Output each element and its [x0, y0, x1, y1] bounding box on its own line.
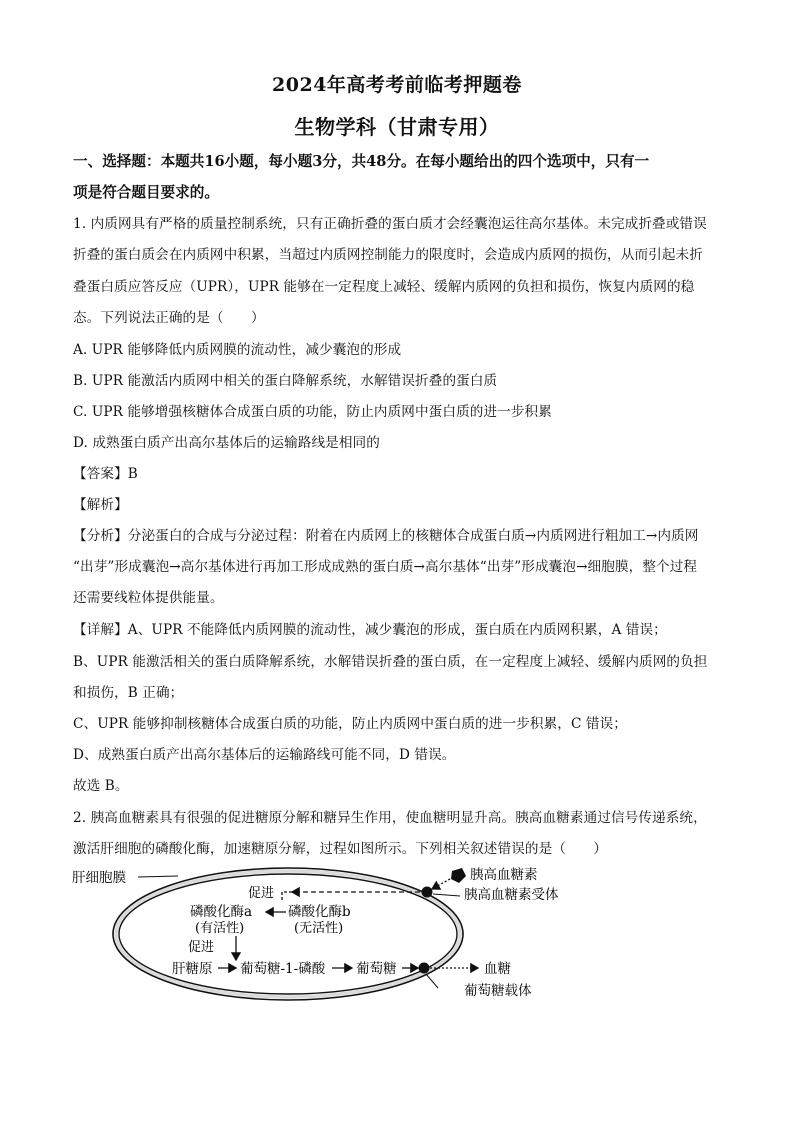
q2-stem-line: 激活肝细胞的磷酸化酶，加速糖原分解，过程如图所示。下列相关叙述错误的是（ ） [73, 841, 608, 857]
glycogen-label: 肝糖原 [172, 961, 213, 977]
cell-membrane-outer [113, 868, 463, 1000]
q1-analysis-label: 【解析】 [73, 497, 128, 513]
membrane-label: 肝细胞膜 [72, 870, 126, 886]
section-heading-line: 一、选择题：本题共16小题，每小题3分，共48分。在每小题给出的四个选项中，只有一 [73, 153, 650, 170]
q1-analysis-line: “出芽”形成囊泡→高尔基体进行再加工形成成熟的蛋白质→高尔基体“出芽”形成囊泡→细胞膜，整个过程 [73, 559, 698, 575]
q1-analysis-line: 故选 B。 [73, 778, 129, 794]
q1-option-d: D. 成熟蛋白质产出高尔基体后的运输路线是相同的 [73, 435, 380, 451]
q1-analysis-line: 还需要线粒体提供能量。 [73, 590, 224, 606]
blood-glucose-label: 血糖 [484, 961, 511, 977]
glucagon-icon [451, 868, 466, 883]
enzyme-a-label: 磷酸化酶a [190, 904, 253, 920]
q1-analysis-line: D、成熟蛋白质产出高尔基体后的运输路线可能不同，D 错误。 [73, 747, 456, 763]
page-title: 2024年高考考前临考押题卷 [272, 74, 522, 96]
q1-analysis-line: B、UPR 能激活相关的蛋白质降解系统，水解错误折叠的蛋白质，在一定程度上减轻、缓解内质网的负担 [73, 654, 708, 670]
receptor-pointer [433, 894, 460, 896]
promote-label-2: 促进 [188, 940, 215, 955]
q1-stem-line: 叠蛋白质应答反应（UPR），UPR 能够在一定程度上减轻、缓解内质网的负担和损伤，恢复内质网的稳 [73, 279, 695, 295]
q1-answer: 【答案】B [73, 466, 138, 482]
glycogenolysis-diagram [60, 862, 580, 1012]
receptor-icon [422, 887, 433, 898]
section-heading [73, 146, 723, 208]
q1-analysis-line: C、UPR 能够抑制核糖体合成蛋白质的功能，防止内质网中蛋白质的进一步积累，C 错误； [73, 716, 627, 732]
glucagon-arrow [432, 879, 450, 889]
cell-membrane-band [116, 871, 460, 997]
glucose-label: 葡萄糖 [356, 961, 397, 977]
transporter-label: 葡萄糖载体 [464, 983, 532, 999]
g1p-label: 葡萄糖-1-磷酸 [240, 961, 326, 977]
q1-option-a: A. UPR 能够降低内质网膜的流动性，减少囊泡的形成 [73, 342, 402, 358]
membrane-pointer [138, 876, 178, 877]
q1-stem-line: 态。下列说法正确的是（ ） [73, 310, 265, 326]
enzyme-a-state: (有活性) [195, 921, 245, 936]
section-heading-line: 项是符合题目要求的。 [73, 184, 219, 201]
q1-analysis-line: 【详解】A、UPR 不能降低内质网膜的流动性，减少囊泡的形成，蛋白质在内质网积累，A 错误； [73, 622, 667, 638]
transporter-pointer [426, 974, 438, 988]
q1-stem-line: 1. 内质网具有严格的质量控制系统，只有正确折叠的蛋白质才会经囊泡运往高尔基体。未完成折叠或错误 [73, 216, 707, 232]
q1-option-c: C. UPR 能够增强核糖体合成蛋白质的功能，防止内质网中蛋白质的进一步积累 [73, 404, 552, 420]
page-subtitle: 生物学科（甘肃专用） [294, 115, 500, 139]
enzyme-b-label: 磷酸化酶b [288, 904, 351, 920]
q1-stem-line: 折叠的蛋白质会在内质网中积累，当超过内质网控制能力的限度时，会造成内质网的损伤，从而引起未折 [73, 247, 703, 263]
q1-analysis-line: 和损伤，B 正确； [73, 685, 184, 701]
q1-analysis-line: 【分析】分泌蛋白的合成与分泌过程：附着在内质网上的核糖体合成蛋白质→内质网进行粗加工→内质网 [73, 528, 699, 544]
enzyme-b-state: (无活性) [294, 921, 344, 936]
q1-option-b: B. UPR 能激活内质网中相关的蛋白降解系统，水解错误折叠的蛋白质 [73, 373, 498, 389]
promote-label-1: 促进 [248, 886, 275, 901]
q2-stem-line: 2. 胰高血糖素具有很强的促进糖原分解和糖异生作用，使血糖明显升高。胰高血糖素通过信号传递系统， [73, 810, 707, 826]
glucagon-label: 胰高血糖素 [470, 867, 538, 883]
receptor-label: 胰高血糖素受体 [464, 887, 559, 903]
transporter-icon [419, 963, 430, 974]
